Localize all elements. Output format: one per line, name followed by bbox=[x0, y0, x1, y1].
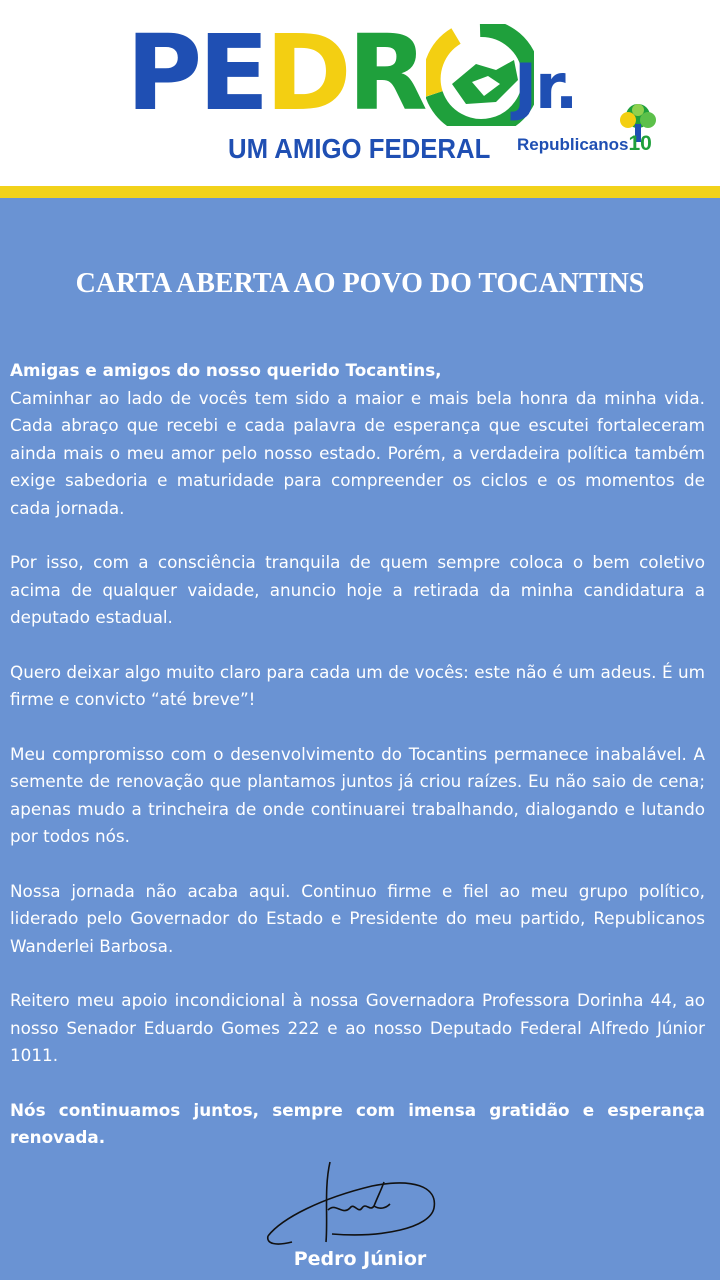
yellow-divider bbox=[0, 186, 720, 198]
party-name: Republicanos bbox=[517, 135, 629, 154]
handwritten-signature bbox=[262, 1158, 442, 1250]
paragraph-4: Meu compromisso com o desenvolvimento do Tocantins permanece inabalável. A semente de renovação que plantamos juntos já criou raízes. Eu não saio de cena; apenas mudo a trincheira de onde continuarei trabalhando, dialogando e lutando por todos nós. bbox=[10, 743, 705, 846]
paragraph-5: Nossa jornada não acaba aqui. Continuo firme e fiel ao meu grupo político, liderado pelo Governador do Estado e Presidente do meu partido, Republicanos Wanderlei Barbosa. bbox=[10, 880, 705, 956]
letter-title: CARTA ABERTA AO POVO DO TOCANTINS bbox=[75, 268, 645, 299]
letter-body bbox=[10, 357, 705, 1179]
logo-letter-r: R bbox=[347, 12, 424, 134]
party-number: 10 bbox=[628, 132, 652, 155]
closing: Nós continuamos juntos, sempre com imensa gratidão e esperança renovada. bbox=[10, 1099, 705, 1147]
logo-letter-e: E bbox=[198, 12, 266, 134]
signer-name: Pedro Júnior bbox=[293, 1248, 427, 1270]
candidate-logo bbox=[126, 12, 424, 134]
paragraph-3: Quero deixar algo muito claro para cada um de vocês: este não é um adeus. É um firme e convicto “até breve”! bbox=[10, 661, 705, 709]
logo-letter-d: D bbox=[265, 12, 348, 134]
logo-suffix: Jr. bbox=[514, 50, 577, 123]
paragraph-6: Reitero meu apoio incondicional à nossa Governadora Professora Dorinha 44, ao nosso Senador Eduardo Gomes 222 e ao nosso Deputado Federal Alfredo Júnior 1011. bbox=[10, 990, 705, 1065]
slogan: UM AMIGO FEDERAL bbox=[228, 133, 491, 164]
greeting: Amigas e amigos do nosso querido Tocantins, bbox=[10, 360, 442, 380]
header-banner bbox=[0, 0, 720, 186]
logo-letter-p: P bbox=[126, 12, 199, 134]
paragraph-1: Caminhar ao lado de vocês tem sido a maior e mais bela honra da minha vida. Cada abraço que recebi e cada palavra de esperança que escutei fortaleceram ainda mais o meu amor pelo nosso estado. Porém, a verdadeira política também exige sabedoria e maturidade para compreender os ciclos e os momentos de cada jornada. bbox=[10, 387, 705, 518]
paragraph-2: Por isso, com a consciência tranquila de quem sempre coloca o bem coletivo acima de qualquer vaidade, anuncio hoje a retirada da minha candidatura a deputado estadual. bbox=[10, 552, 705, 627]
party-label bbox=[517, 133, 652, 156]
